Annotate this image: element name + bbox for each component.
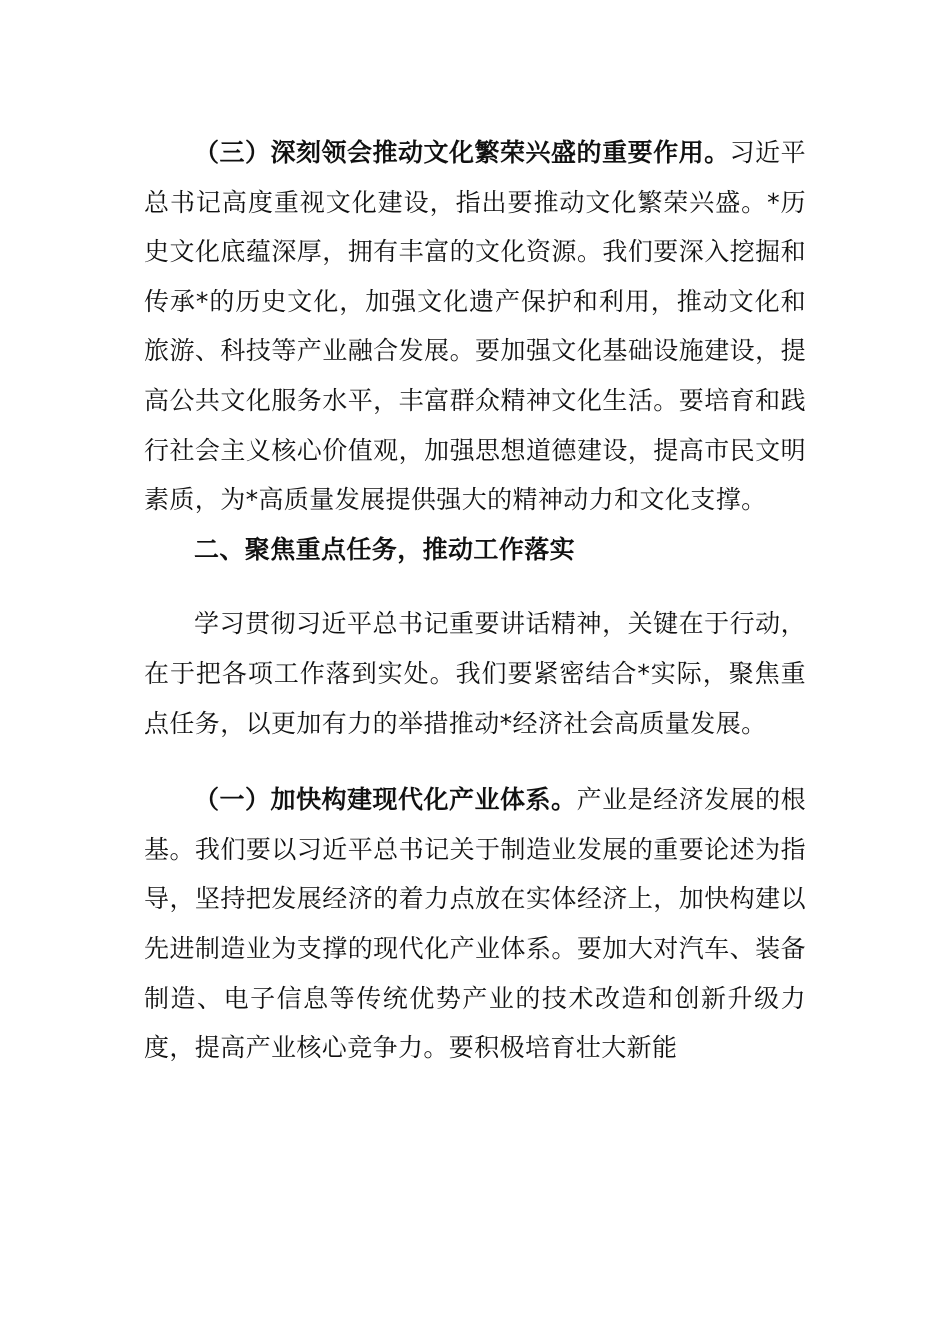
paragraph-text: 学习贯彻习近平总书记重要讲话精神，关键在于行动，在于把各项工作落到实处。我们要紧密结合*实际，聚焦重点任务，以更加有力的举措推动*经济社会高质量发展。: [144, 609, 806, 738]
paragraph-text: 产业是经济发展的根基。我们要以习近平总书记关于制造业发展的重要论述为指导，坚持把发展经济的着力点放在实体经济上，加快构建以先进制造业为支撑的现代化产业体系。要加大对汽车、装备制造、电子信息等传统优势产业的技术改造和创新升级力度，提高产业核心竞争力。要积极培育壮大新能: [144, 785, 806, 1063]
section-heading: 二、聚焦重点任务，推动工作落实: [194, 534, 576, 564]
paragraph-text: 习近平总书记高度重视文化建设，指出要推动文化繁荣兴盛。*历史文化底蕴深厚，拥有丰富的文化资源。我们要深入挖掘和传承*的历史文化，加强文化遗产保护和利用，推动文化和旅游、科技等产业融合发展。要加强文化基础设施建设，提高公共文化服务水平，丰富群众精神文化生活。要培育和践行社会主义核心价值观，加强思想道德建设，提高市民文明素质，为*高质量发展提供强大的精神动力和文化支撑。: [144, 138, 807, 515]
paragraph-industry: [144, 775, 806, 1073]
paragraph-culture: [144, 128, 806, 525]
paragraph-intro: [144, 599, 806, 748]
paragraph-lead: （一）加快构建现代化产业体系。: [194, 785, 577, 815]
paragraph-lead: （三）深刻领会推动文化繁荣兴盛的重要作用。: [194, 138, 730, 167]
document-body: [144, 128, 806, 1073]
